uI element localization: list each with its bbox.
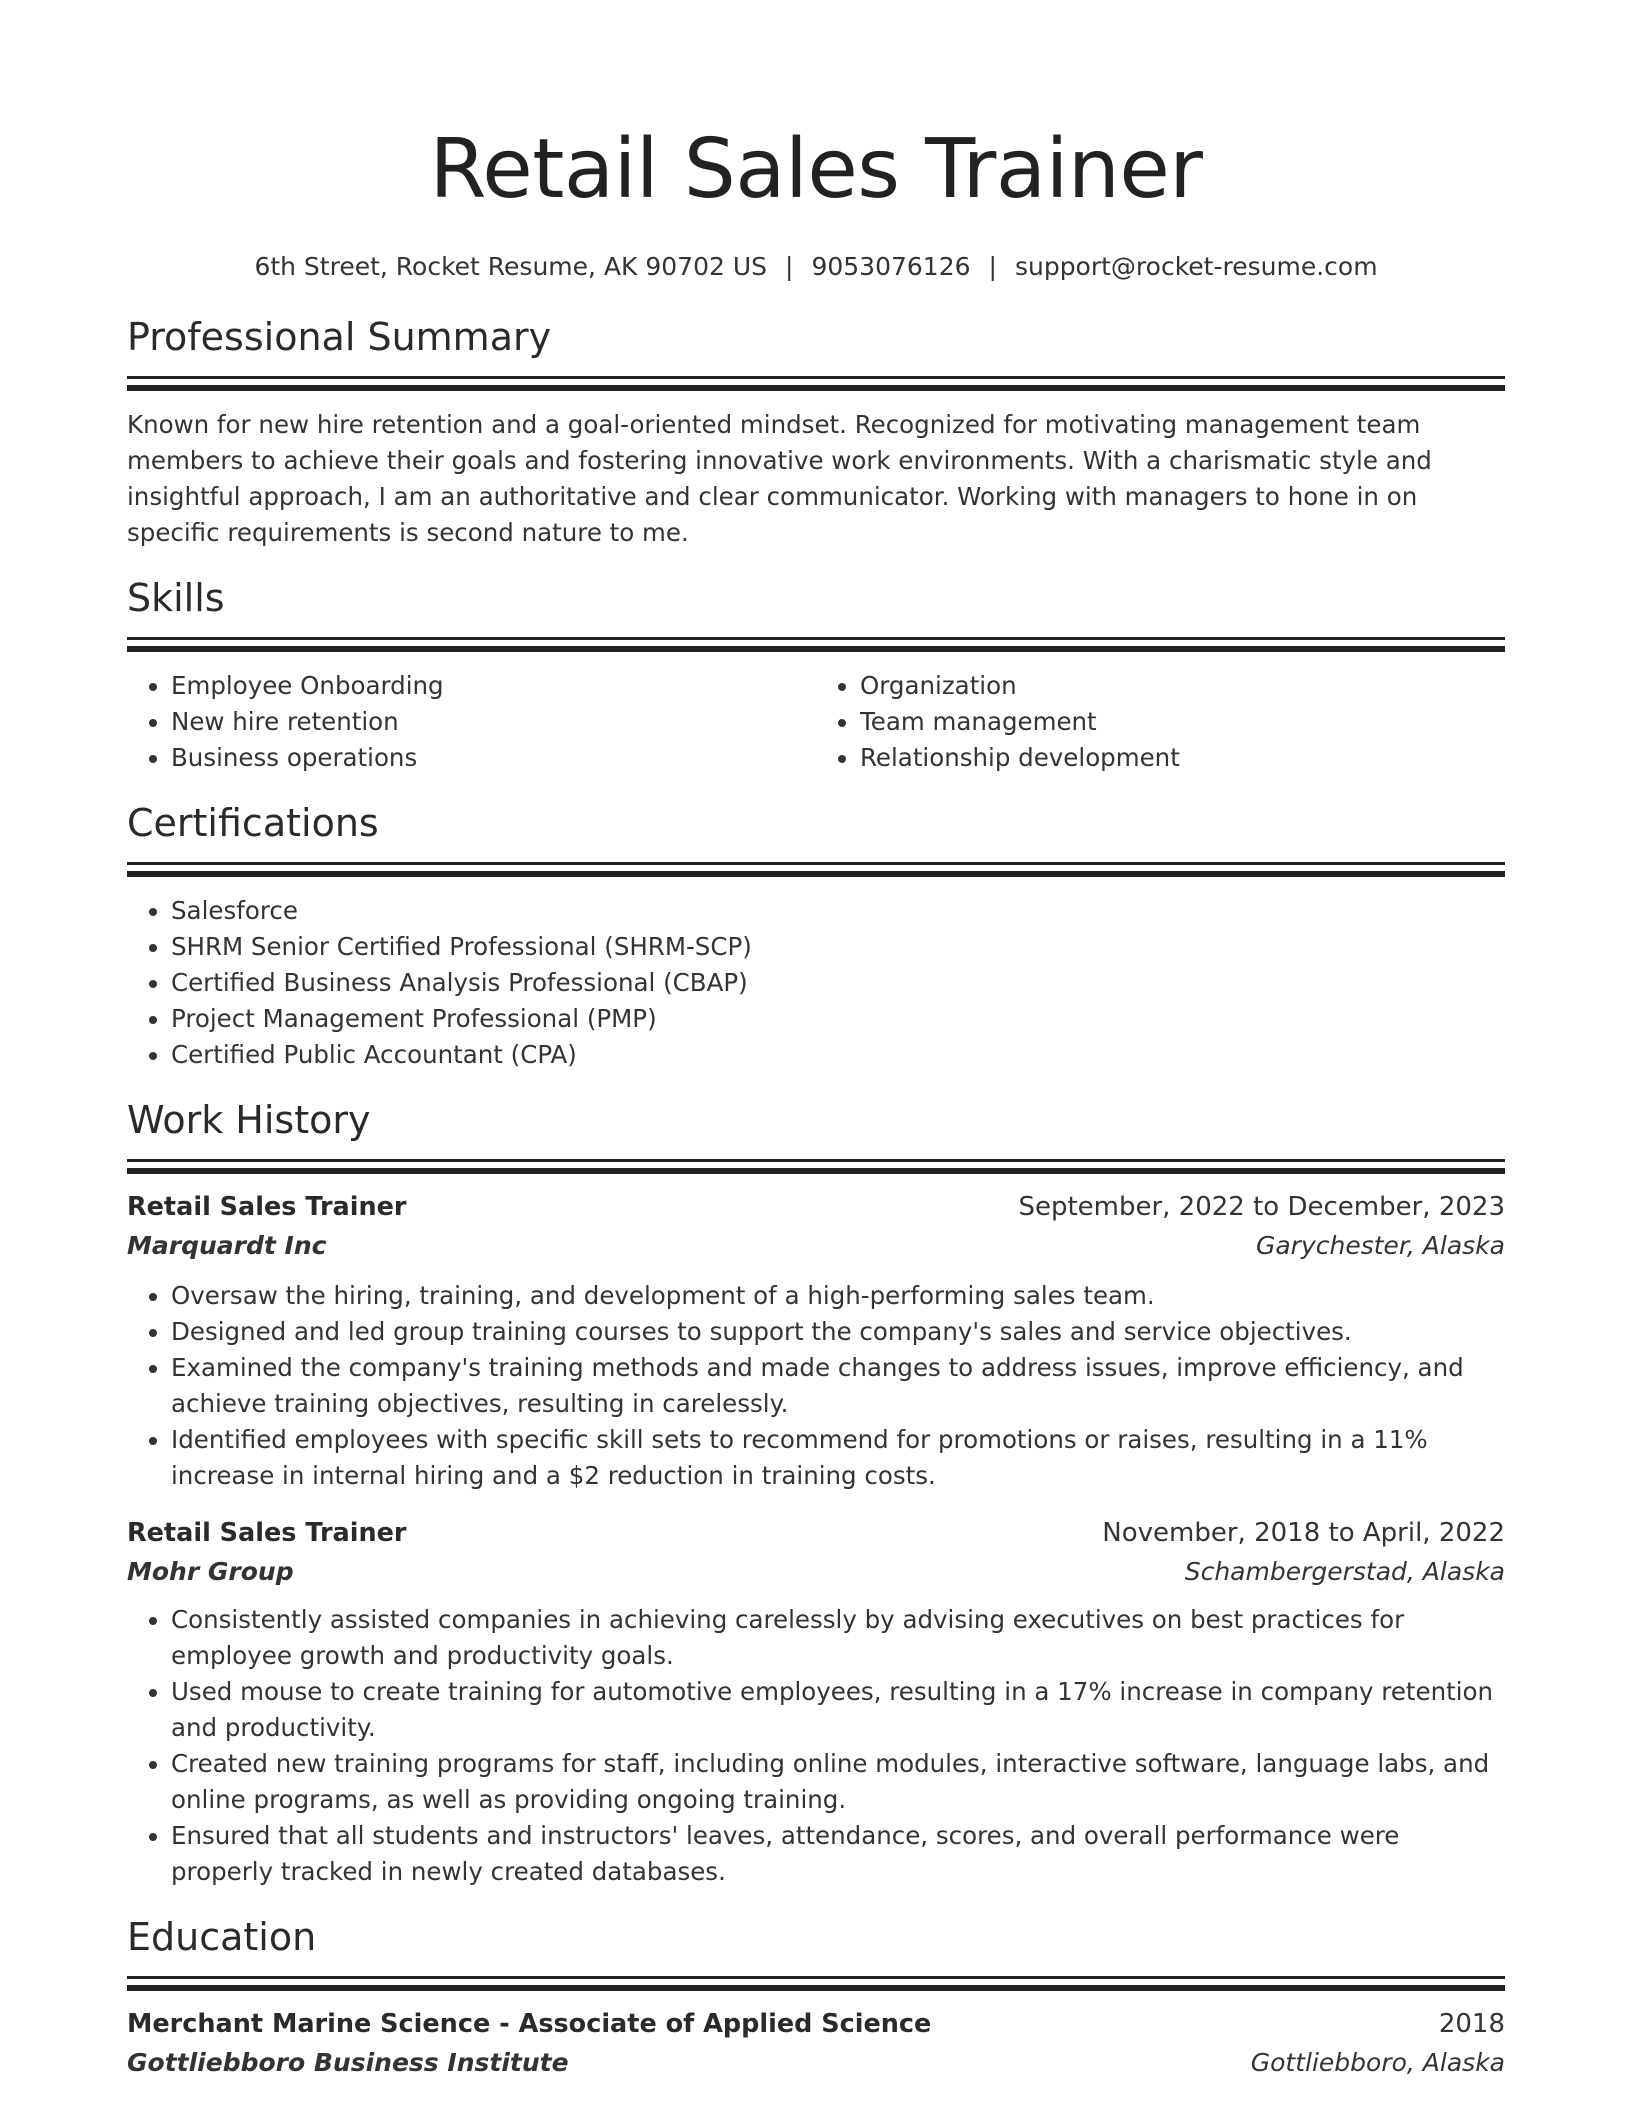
job-bullet: • Consistently assisted companies in achieving carelessly by advising executives on best practices for employee growth and productivity goals.: [171, 1602, 1505, 1674]
section-divider: [127, 637, 1505, 640]
skill-item: • Team management: [860, 704, 1505, 740]
education-section: [127, 1912, 1505, 2083]
contact-separator: |: [785, 252, 794, 281]
skills-column-left: [127, 668, 816, 776]
education-degree: Merchant Marine Science - Associate of Applied Science: [127, 2009, 932, 2039]
skills-section: [127, 573, 1505, 776]
resume-name: Retail Sales Trainer: [429, 122, 1203, 217]
job-subheader: [127, 1226, 1505, 1266]
certification-item: • Project Management Professional (PMP): [171, 1001, 1505, 1037]
skills-list: [127, 668, 1505, 776]
section-divider: [127, 385, 1505, 391]
job-title: Retail Sales Trainer: [127, 1518, 407, 1548]
education-entry: [127, 2005, 1505, 2083]
section-title-skills: Skills: [127, 576, 225, 620]
job-location: Garychester, Alaska: [1255, 1231, 1505, 1260]
job-entry: [127, 1514, 1505, 1890]
skill-item: • Employee Onboarding: [171, 668, 816, 704]
section-divider: [127, 1976, 1505, 1979]
job-header: [127, 1514, 1505, 1552]
section-divider: [127, 1985, 1505, 1991]
certification-item: • Certified Business Analysis Professional (CBAP): [171, 965, 1505, 1001]
job-bullet: • Oversaw the hiring, training, and development of a high-performing sales team.: [171, 1278, 1505, 1314]
education-header: [127, 2005, 1505, 2043]
job-bullet: • Used mouse to create training for automotive employees, resulting in a 17% increase in company retention and productivity.: [171, 1674, 1505, 1746]
summary-section: [127, 312, 1505, 551]
job-company: Marquardt Inc: [127, 1231, 327, 1260]
job-bullet: • Examined the company's training methods and made changes to address issues, improve efficiency, and achieve training objectives, resulting in carelessly.: [171, 1350, 1505, 1422]
section-title-education: Education: [127, 1915, 317, 1959]
job-subheader: [127, 1552, 1505, 1592]
section-title-work: Work History: [127, 1098, 371, 1142]
job-location: Schambergerstad, Alaska: [1184, 1557, 1505, 1586]
job-dates: September, 2022 to December, 2023: [1018, 1192, 1505, 1222]
skill-item: • Relationship development: [860, 740, 1505, 776]
work-history-section: [127, 1095, 1505, 1890]
job-company: Mohr Group: [127, 1557, 294, 1586]
job-bullets: [127, 1278, 1505, 1494]
job-header: [127, 1188, 1505, 1226]
job-title: Retail Sales Trainer: [127, 1192, 407, 1222]
section-divider: [127, 1168, 1505, 1174]
skill-item: • Organization: [860, 668, 1505, 704]
certification-item: • Salesforce: [171, 893, 1505, 929]
section-divider: [127, 646, 1505, 652]
certification-item: • SHRM Senior Certified Professional (SHRM-SCP): [171, 929, 1505, 965]
education-location: Gottliebboro, Alaska: [1250, 2048, 1505, 2077]
job-bullet: • Ensured that all students and instructors' leaves, attendance, scores, and overall performance were properly tracked in newly created databases.: [171, 1818, 1505, 1890]
job-bullet: • Identified employees with specific skill sets to recommend for promotions or raises, resulting in a 11% increase in internal hiring and a $2 reduction in training costs.: [171, 1422, 1505, 1494]
certifications-section: [127, 798, 1505, 1073]
skill-item: • New hire retention: [171, 704, 816, 740]
summary-text: Known for new hire retention and a goal-oriented mindset. Recognized for motivating management team members to achieve their goals and fostering innovative work environments. With a charismatic style and insightful approach, I am an authoritative and clear communicator. Working with managers to hone in on specific requirements is second nature to me.: [127, 410, 1432, 547]
skills-column-right: [816, 668, 1505, 776]
job-dates: November, 2018 to April, 2022: [1102, 1518, 1505, 1548]
job-bullets: [127, 1602, 1505, 1890]
section-divider: [127, 862, 1505, 865]
contact-line: [127, 250, 1505, 284]
contact-separator: |: [988, 252, 997, 281]
section-title-summary: Professional Summary: [127, 315, 552, 359]
education-school: Gottliebboro Business Institute: [127, 2048, 569, 2077]
section-divider: [127, 1159, 1505, 1162]
job-entry: [127, 1188, 1505, 1494]
job-bullet: • Created new training programs for staff, including online modules, interactive software, language labs, and online programs, as well as providing ongoing training.: [171, 1746, 1505, 1818]
certification-item: • Certified Public Accountant (CPA): [171, 1037, 1505, 1073]
contact-phone: 9053076126: [811, 252, 971, 281]
education-year: 2018: [1438, 2009, 1505, 2039]
contact-address: 6th Street, Rocket Resume, AK 90702 US: [254, 252, 768, 281]
section-title-certifications: Certifications: [127, 801, 379, 845]
education-subheader: [127, 2043, 1505, 2083]
certifications-list: [127, 893, 1505, 1073]
section-divider: [127, 871, 1505, 877]
section-divider: [127, 376, 1505, 379]
contact-email[interactable]: support@rocket-resume.com: [1014, 252, 1378, 281]
job-bullet: • Designed and led group training courses to support the company's sales and service objectives.: [171, 1314, 1505, 1350]
skill-item: • Business operations: [171, 740, 816, 776]
